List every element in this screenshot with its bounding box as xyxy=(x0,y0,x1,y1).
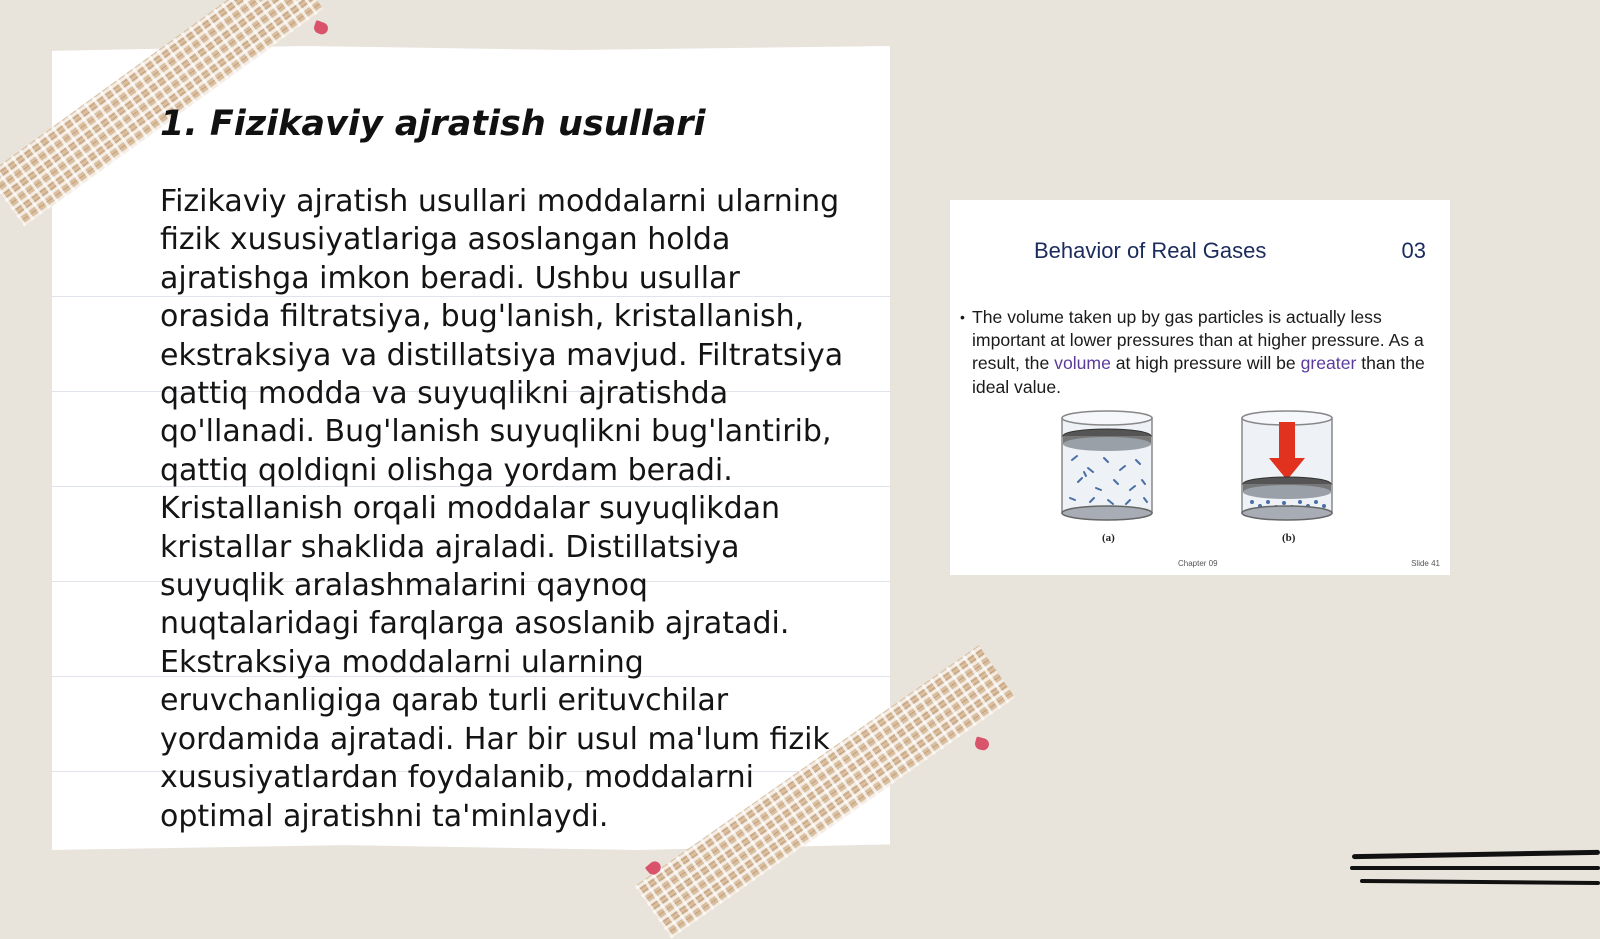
slide-footer-chapter: Chapter 09 xyxy=(1178,559,1218,568)
label-b: (b) xyxy=(1282,532,1296,544)
decorative-stroke xyxy=(1360,879,1600,885)
bullet-text-part: at high pressure will be xyxy=(1110,353,1301,374)
bullet-text-part: than the ideal value. xyxy=(972,353,1425,397)
decorative-stroke xyxy=(1350,866,1600,870)
gas-cylinders-illustration xyxy=(1060,410,1350,525)
body-paragraph: Fizikaviy ajratish usullari moddalarni ularning fizik xususiyatlariga asoslangan holda ajratishga imkon beradi. Ushbu usullar orasida filtratsiya, bug'lanish, kristallanish, ekstraksiya va distillatsiya mavjud. Filtratsiya qattiq modda va suyuqlikni ajratishda qo'llanadi. Bug'lanish suyuqlikni bug'lantirib, qattiq qoldiqni olishga yordam beradi. Kristallanish orqali moddalar suyuqlikdan kristallar shaklida ajraladi. Distillatsiya suyuqlik aralashmalarini qaynoq nuqtalaridagi farqlarga asoslanib ajratadi. Ekstraksiya moddalarni ularning eruvchanligiga qarab turli erituvchilar yordamida ajratadi. Har bir usul ma'lum fizik xususiyatlardan foydalanib, moddalarni optimal ajratishni ta'minlaydi. xyxy=(160,184,844,834)
pin-icon xyxy=(312,20,329,36)
embedded-slide-image xyxy=(950,200,1450,575)
bullet-text-part: The volume taken up by gas particles is actually less important at lower pressures than at higher pressure. As a result, the xyxy=(972,307,1424,374)
slide-footer-number: Slide 41 xyxy=(1411,559,1440,568)
label-a: (a) xyxy=(1102,532,1115,544)
highlight-greater: greater xyxy=(1300,353,1357,374)
cylinder-b xyxy=(1242,411,1332,520)
slide-bullet-text xyxy=(960,306,1430,399)
highlight-volume: volume xyxy=(1054,353,1111,374)
bullet-icon: • xyxy=(960,309,965,325)
slide-number: 03 xyxy=(1401,238,1426,263)
decorative-stroke xyxy=(1352,850,1600,859)
cylinder-a xyxy=(1062,411,1152,520)
slide-title: Behavior of Real Gases xyxy=(1034,238,1267,263)
page-title: 1. Fizikaviy ajratish usullari xyxy=(160,104,706,144)
pin-icon xyxy=(974,736,991,751)
